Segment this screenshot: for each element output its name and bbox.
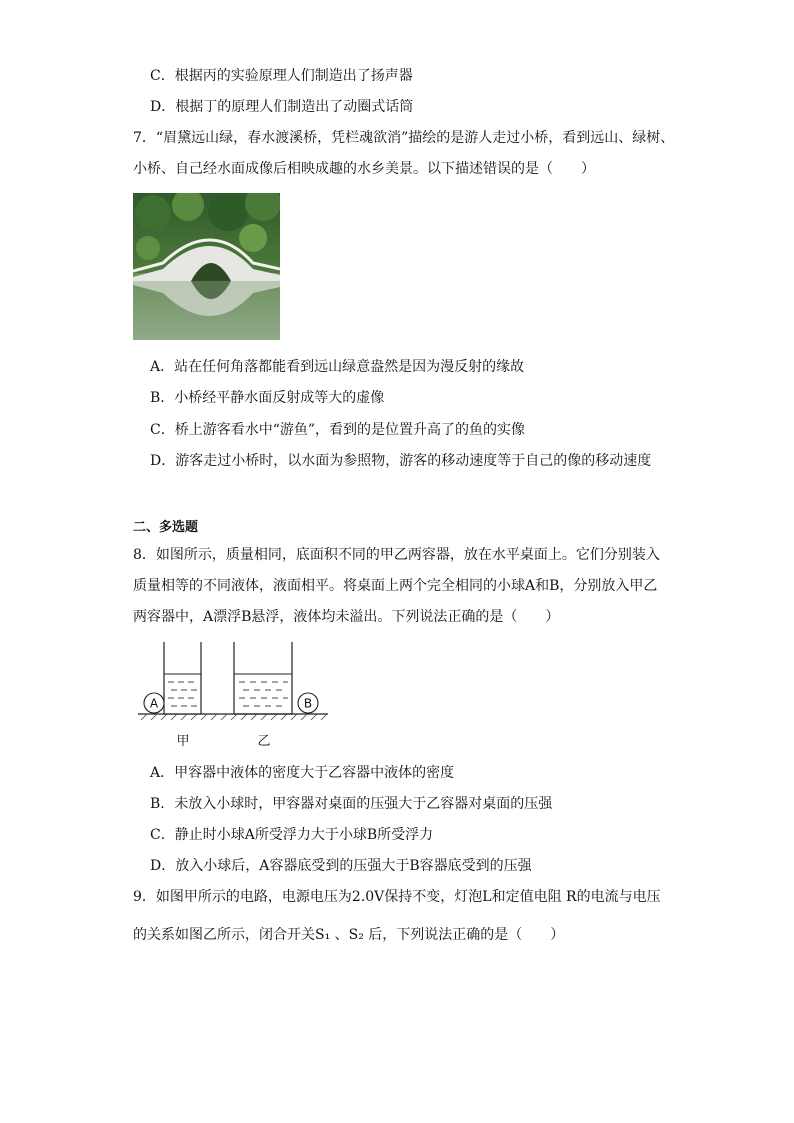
q6-option-d: D．根据丁的原理人们制造出了动圈式话筒 bbox=[150, 99, 414, 115]
section-heading-multiple-choice: 二、多选题 bbox=[133, 520, 199, 535]
q8-option-c: C．静止时小球A所受浮力大于小球B所受浮力 bbox=[150, 827, 434, 843]
q7-option-a: A．站在任何角落都能看到远山绿意盎然是因为漫反射的缘故 bbox=[150, 359, 525, 375]
q6-option-c: C．根据丙的实验原理人们制造出了扬声器 bbox=[150, 68, 413, 84]
ball-b-label: B bbox=[303, 696, 313, 711]
ball-b bbox=[298, 693, 318, 713]
container-jia bbox=[164, 642, 201, 714]
q8-stem-line-3: 两容器中，A漂浮B悬浮，液体均未溢出。下列说法正确的是（ ） bbox=[133, 609, 560, 625]
q7-option-c: C．桥上游客看水中“游鱼”，看到的是位置升高了的鱼的实像 bbox=[150, 422, 526, 438]
containers-diagram bbox=[133, 636, 333, 752]
q8-option-b: B．未放入小球时，甲容器对桌面的压强大于乙容器对桌面的压强 bbox=[150, 796, 553, 812]
q8-stem-line-2: 质量相等的不同液体，液面相平。将桌面上两个完全相同的小球A和B，分别放入甲乙 bbox=[133, 578, 658, 594]
q7-option-b: B．小桥经平静水面反射成等大的虚像 bbox=[150, 390, 385, 406]
ball-a-label: A bbox=[149, 696, 159, 711]
q8-stem-line-1: 8．如图所示，质量相同，底面积不同的甲乙两容器，放在水平桌面上。它们分别装入 bbox=[133, 547, 660, 563]
container-yi bbox=[234, 642, 292, 714]
ball-a bbox=[144, 693, 164, 713]
label-jia: 甲 bbox=[176, 734, 190, 749]
q9-stem-line-2: 的关系如图乙所示，闭合开关S₁ 、S₂ 后，下列说法正确的是（ ） bbox=[133, 927, 565, 943]
q9-stem-line-1: 9．如图甲所示的电路，电源电压为2.0V保持不变，灯泡L和定值电阻 R的电流与电压 bbox=[133, 889, 661, 905]
q8-option-d: D．放入小球后，A容器底受到的压强大于B容器底受到的压强 bbox=[150, 858, 532, 874]
arch-bridge-photo bbox=[133, 193, 280, 340]
q7-stem-line-2: 小桥、自己经水面成像后相映成趣的水乡美景。以下描述错误的是（ ） bbox=[133, 161, 595, 177]
q7-stem-line-1: 7．“眉黛远山绿，春水渡溪桥，凭栏魂欲消”描绘的是游人走过小桥，看到远山、绿树、 bbox=[133, 130, 675, 146]
label-yi: 乙 bbox=[257, 734, 271, 749]
q7-option-d: D．游客走过小桥时，以水面为参照物，游客的移动速度等于自己的像的移动速度 bbox=[150, 453, 652, 469]
q8-option-a: A．甲容器中液体的密度大于乙容器中液体的密度 bbox=[150, 765, 455, 781]
